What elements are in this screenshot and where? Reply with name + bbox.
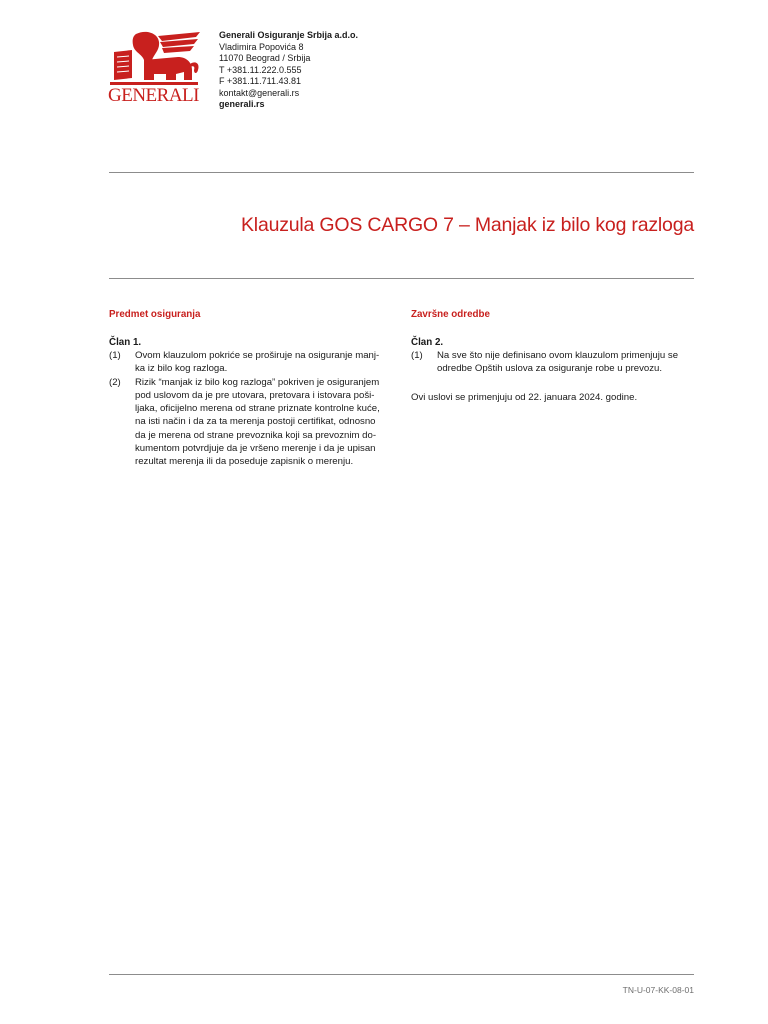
paragraph-item (109, 376, 394, 469)
address-street: Vladimira Popovića 8 (219, 41, 304, 52)
effective-date-text: Ovi uslovi se primenjuju od 22. januara 2024. godine. (411, 391, 638, 403)
right-column (411, 308, 695, 404)
article-heading-1: Član 1. (109, 337, 142, 348)
generali-logo (108, 30, 204, 106)
article-heading-2: Član 2. (411, 337, 444, 348)
company-name: Generali Osiguranje Srbija a.d.o. (219, 30, 359, 40)
paragraph-item (109, 349, 394, 376)
lion-emblem-icon (108, 30, 204, 88)
website-link[interactable]: generali.rs (219, 99, 265, 109)
paragraph-item (411, 349, 695, 376)
title-divider (109, 278, 694, 279)
fax-number: F +381.11.711.43.81 (219, 76, 301, 86)
section-heading-final-provisions: Završne odredbe (411, 309, 490, 320)
paragraph-text: Na sve što nije definisano ovom klauzulom primenjuju se odredbe Opštih uslova za osiguranje robe u prevozu. (437, 350, 679, 375)
paragraph-number: (1) (109, 350, 121, 361)
company-contact-block (219, 30, 358, 111)
paragraph-number: (1) (411, 350, 423, 361)
phone-number: T +381.11.222.0.555 (219, 64, 302, 75)
paragraph-text: Rizik “manjak iz bilo kog razloga” pokriven je osiguranjem pod uslovom da je pre utovara, pretovara i istovara poši- ljaka, oficijelno merena od strane priznate kontrolne kuće, na isti način i da za ta merenja postoji certifikat, odnosno da je merena od strane prevoznika koji sa prevoznim do- kumentom potvrdjuje da je vršeno merenje i da je upisan rezultat merenja ili da poseduje zapisnik o merenju. (135, 376, 380, 468)
logo-wordmark: GENERALI (108, 85, 199, 106)
document-title: Klauzula GOS CARGO 7 – Manjak iz bilo kog razloga (241, 214, 694, 236)
document-code: TN-U-07-KK-08-01 (622, 985, 694, 995)
paragraph-number: (2) (109, 376, 121, 388)
footer-divider (109, 974, 694, 975)
paragraph-text: Ovom klauzulom pokriće se proširuje na osiguranje manj- ka iz bilo kog razloga. (135, 350, 380, 375)
header-divider (109, 172, 694, 173)
email-address[interactable]: kontakt@generali.rs (219, 87, 300, 98)
section-heading-subject: Predmet osiguranja (109, 309, 201, 320)
address-city: 11070 Beograd / Srbija (219, 53, 311, 63)
left-column (109, 308, 394, 469)
